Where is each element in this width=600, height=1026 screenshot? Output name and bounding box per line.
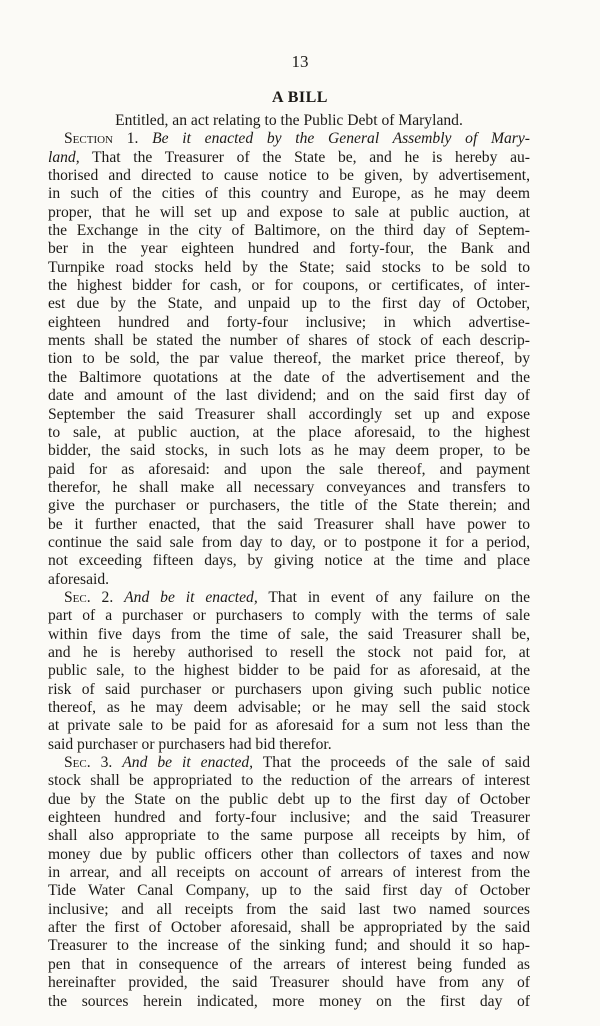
text-line: and he is hereby authorised to resell the stock not paid for, at <box>48 643 530 661</box>
text-line: the sources herein indicated, more money on the first day of <box>48 992 530 1010</box>
text-line: within five days from the time of sale, the said Treasurer shall be, <box>48 625 530 643</box>
enacting-clause: And be it enacted, <box>122 754 254 772</box>
page-number: 13 <box>291 52 309 71</box>
text-line: continue the said sale from day to day, or to postpone it for a period, <box>48 533 530 551</box>
text-line <box>48 130 530 148</box>
text-line: be it further enacted, that the said Treasurer shall have power to <box>48 515 530 533</box>
text-line: thorised and directed to cause notice to be given, by advertisement, <box>48 167 530 185</box>
text-line: Treasurer to the increase of the sinking fund; and should it so hap- <box>48 937 530 955</box>
text-line <box>48 754 530 772</box>
text-line: pen that in consequence of the arrears of interest being funded as <box>48 955 530 973</box>
bill-subtitle: Entitled, an act relating to the Public Debt of Maryland. <box>115 112 463 129</box>
text-line: proper, that he will set up and expose to sale at public auction, at <box>48 203 530 221</box>
text-line: eighteen hundred and forty-four inclusive; and the said Treasurer <box>48 809 530 827</box>
text-line: Tide Water Canal Company, up to the said first day of October <box>48 882 530 900</box>
text-line: paid for as aforesaid: and upon the sale thereof, and payment <box>48 460 530 478</box>
text-line: the highest bidder for cash, or for coupons, or certificates, of inter- <box>48 277 530 295</box>
text-line: hereinafter provided, the said Treasurer should have from any of <box>48 974 530 992</box>
enacting-clause: And be it enacted, <box>124 588 258 606</box>
text-line: ber in the year eighteen hundred and forty-four, the Bank and <box>48 240 530 258</box>
section-heading: Section 1. <box>64 130 153 148</box>
line-text: That in event of any failure on the <box>257 588 530 606</box>
text-line: aforesaid. <box>48 570 110 588</box>
text-line: give the purchaser or purchasers, the title of the State therein; and <box>48 497 530 515</box>
text-line: eighteen hundred and forty-four inclusive; in which advertise- <box>48 313 530 331</box>
text-line: public sale, to the highest bidder to be paid for as aforesaid, at the <box>48 662 530 680</box>
text-line: in arrear, and all receipts on account of arrears of interest from the <box>48 864 530 882</box>
text-line: thereof, as he may deem advisable; or he may sell the said stock <box>48 699 530 716</box>
text-line: to sale, at public auction, at the place aforesaid, to the highest <box>48 423 530 441</box>
text-line: due by the State on the public debt up to the first day of October <box>48 790 530 808</box>
text-line: money due by public officers other than collectors of taxes and now <box>48 845 530 863</box>
text-line: inclusive; and all receipts from the said last two named sources <box>48 900 530 918</box>
text-line: the Baltimore quotations at the date of the advertisement and the <box>48 368 530 386</box>
text-line: said purchaser or purchasers had bid therefor. <box>48 735 332 753</box>
text-line <box>48 589 530 607</box>
section-heading: Sec. 2. <box>64 588 125 606</box>
text-line: after the first of October aforesaid, shall be appropriated by the said <box>48 919 530 937</box>
line-text: That the Treasurer of the State be, and he is hereby au- <box>79 148 530 166</box>
text-line: in such of the cities of this country and Europe, as he may deem <box>48 185 530 203</box>
text-line: the Exchange in the city of Baltimore, on the third day of Septem- <box>48 222 530 240</box>
bill-body <box>48 112 530 1011</box>
text-line: not exceeding fifteen days, by giving notice at the time and place <box>48 552 530 570</box>
text-line: September the said Treasurer shall accordingly set up and expose <box>48 405 530 423</box>
text-line: tion to be sold, the par value thereof, the market price thereof, by <box>48 350 530 368</box>
bill-title: A BILL <box>272 89 328 106</box>
text-line: shall also appropriate to the same purpose all receipts by him, of <box>48 827 530 845</box>
text-line: risk of said purchaser or purchasers upon giving such public notice <box>48 680 530 698</box>
enacting-clause: Be it enacted by the General Assembly of Mary- <box>152 130 530 148</box>
section-heading: Sec. 3. <box>64 754 123 772</box>
text-line: Turnpike road stocks held by the State; said stocks to be sold to <box>48 258 530 276</box>
enacting-clause: land, <box>48 148 80 166</box>
text-line: part of a purchaser or purchasers to comply with the terms of sale <box>48 607 530 625</box>
text-line <box>48 149 530 167</box>
text-line: est due by the State, and unpaid up to the first day of October, <box>48 295 530 313</box>
text-line: therefor, he shall make all necessary conveyances and transfers to <box>48 478 530 496</box>
line-text: That the proceeds of the sale of said <box>253 754 530 772</box>
text-line: stock shall be appropriated to the reduction of the arrears of interest <box>48 772 530 790</box>
text-line: ments shall be stated the number of shares of stock of each descrip- <box>48 332 530 350</box>
text-line: bidder, the said stocks, in such lots as he may deem proper, to be <box>48 442 530 460</box>
text-line: date and amount of the last dividend; and on the said first day of <box>48 387 530 405</box>
text-line: at private sale to be paid for as aforesaid for a sum not less than the <box>48 717 530 735</box>
